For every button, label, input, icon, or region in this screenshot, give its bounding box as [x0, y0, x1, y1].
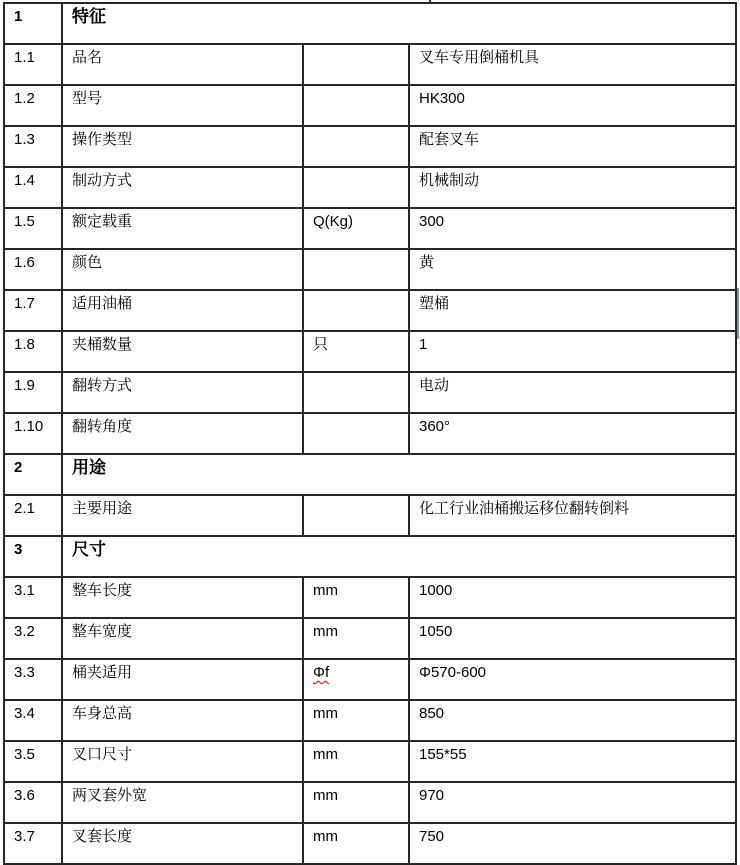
row-unit-cell	[303, 372, 409, 413]
row-value-cell: HK300	[409, 85, 736, 126]
row-number-cell: 3.2	[4, 618, 62, 659]
row-unit-cell	[303, 85, 409, 126]
row-unit-cell	[303, 577, 409, 618]
row-value-cell: 化工行业油桶搬运移位翻转倒料	[409, 495, 736, 536]
row-number-cell: 1.4	[4, 167, 62, 208]
table-row	[4, 3, 736, 44]
table-row	[4, 823, 736, 864]
table-row	[4, 782, 736, 823]
row-label-cell: 制动方式	[62, 167, 303, 208]
row-number-cell: 1.6	[4, 249, 62, 290]
row-number-cell: 1.8	[4, 331, 62, 372]
unit-text-spellchecked: Φf	[313, 664, 330, 681]
row-label-cell: 品名	[62, 44, 303, 85]
row-label-cell: 夹桶数量	[62, 331, 303, 372]
table-row	[4, 331, 736, 372]
row-value-cell: 配套叉车	[409, 126, 736, 167]
row-unit-cell	[303, 331, 409, 372]
row-label-cell: 额定载重	[62, 208, 303, 249]
row-number-cell: 3.6	[4, 782, 62, 823]
row-number-cell: 1.9	[4, 372, 62, 413]
table-row	[4, 618, 736, 659]
row-label-cell: 整车长度	[62, 577, 303, 618]
row-unit-cell	[303, 618, 409, 659]
row-unit-cell	[303, 44, 409, 85]
row-label-cell: 桶夹适用	[62, 659, 303, 700]
section-title-cell: 用途	[62, 454, 736, 495]
row-unit-cell	[303, 495, 409, 536]
table-row	[4, 495, 736, 536]
row-unit-cell	[303, 249, 409, 290]
row-value-cell: 1000	[409, 577, 736, 618]
row-label-cell: 整车宽度	[62, 618, 303, 659]
table-row	[4, 249, 736, 290]
table-row	[4, 44, 736, 85]
row-label-cell: 操作类型	[62, 126, 303, 167]
row-number-cell: 3	[4, 536, 62, 577]
row-value-cell: 300	[409, 208, 736, 249]
row-number-cell: 1.2	[4, 85, 62, 126]
row-label-cell: 叉口尺寸	[62, 741, 303, 782]
row-number-cell: 1.3	[4, 126, 62, 167]
row-unit-cell	[303, 659, 409, 700]
cropped-row-border-tick	[429, 0, 431, 3]
table-row	[4, 700, 736, 741]
window-edge-artifact	[737, 288, 739, 339]
unit-text: mm	[313, 582, 338, 599]
row-unit-cell	[303, 208, 409, 249]
row-value-cell: 970	[409, 782, 736, 823]
row-value-cell: 叉车专用倒桶机具	[409, 44, 736, 85]
row-unit-cell	[303, 700, 409, 741]
table-row	[4, 126, 736, 167]
table-row	[4, 290, 736, 331]
row-value-cell: 电动	[409, 372, 736, 413]
row-label-cell: 型号	[62, 85, 303, 126]
row-unit-cell	[303, 167, 409, 208]
unit-text: mm	[313, 705, 338, 722]
table-row	[4, 454, 736, 495]
row-unit-cell	[303, 126, 409, 167]
row-number-cell: 2	[4, 454, 62, 495]
row-unit-cell	[303, 782, 409, 823]
row-number-cell: 2.1	[4, 495, 62, 536]
row-value-cell: 机械制动	[409, 167, 736, 208]
row-number-cell: 1	[4, 3, 62, 44]
row-number-cell: 3.7	[4, 823, 62, 864]
unit-text: mm	[313, 746, 338, 763]
unit-text: mm	[313, 828, 338, 845]
row-value-cell: 1	[409, 331, 736, 372]
table-row	[4, 413, 736, 454]
row-value-cell: 750	[409, 823, 736, 864]
row-number-cell: 1.1	[4, 44, 62, 85]
row-number-cell: 3.1	[4, 577, 62, 618]
unit-text: 只	[313, 336, 329, 353]
section-title-cell: 尺寸	[62, 536, 736, 577]
row-number-cell: 3.3	[4, 659, 62, 700]
unit-text: Q(Kg)	[313, 213, 354, 230]
row-label-cell: 适用油桶	[62, 290, 303, 331]
row-number-cell: 1.7	[4, 290, 62, 331]
table-row	[4, 208, 736, 249]
row-unit-cell	[303, 413, 409, 454]
row-number-cell: 3.5	[4, 741, 62, 782]
row-number-cell: 1.10	[4, 413, 62, 454]
row-label-cell: 翻转角度	[62, 413, 303, 454]
row-value-cell: 1050	[409, 618, 736, 659]
row-value-cell: 155*55	[409, 741, 736, 782]
row-unit-cell	[303, 823, 409, 864]
row-value-cell: 850	[409, 700, 736, 741]
row-label-cell: 颜色	[62, 249, 303, 290]
row-value-cell: 360°	[409, 413, 736, 454]
table-row	[4, 536, 736, 577]
table-row	[4, 577, 736, 618]
row-unit-cell	[303, 741, 409, 782]
unit-text: mm	[313, 623, 338, 640]
row-value-cell: Φ570-600	[409, 659, 736, 700]
table-row	[4, 741, 736, 782]
row-label-cell: 翻转方式	[62, 372, 303, 413]
row-label-cell: 主要用途	[62, 495, 303, 536]
row-label-cell: 车身总高	[62, 700, 303, 741]
row-label-cell: 两叉套外宽	[62, 782, 303, 823]
table-row	[4, 85, 736, 126]
row-value-cell: 黄	[409, 249, 736, 290]
row-value-cell: 塑桶	[409, 290, 736, 331]
row-label-cell: 叉套长度	[62, 823, 303, 864]
table-row	[4, 372, 736, 413]
table-row	[4, 167, 736, 208]
row-number-cell: 3.4	[4, 700, 62, 741]
unit-text: mm	[313, 787, 338, 804]
row-unit-cell	[303, 290, 409, 331]
spec-table	[3, 2, 737, 865]
section-title-cell: 特征	[62, 3, 736, 44]
table-row	[4, 659, 736, 700]
row-number-cell: 1.5	[4, 208, 62, 249]
